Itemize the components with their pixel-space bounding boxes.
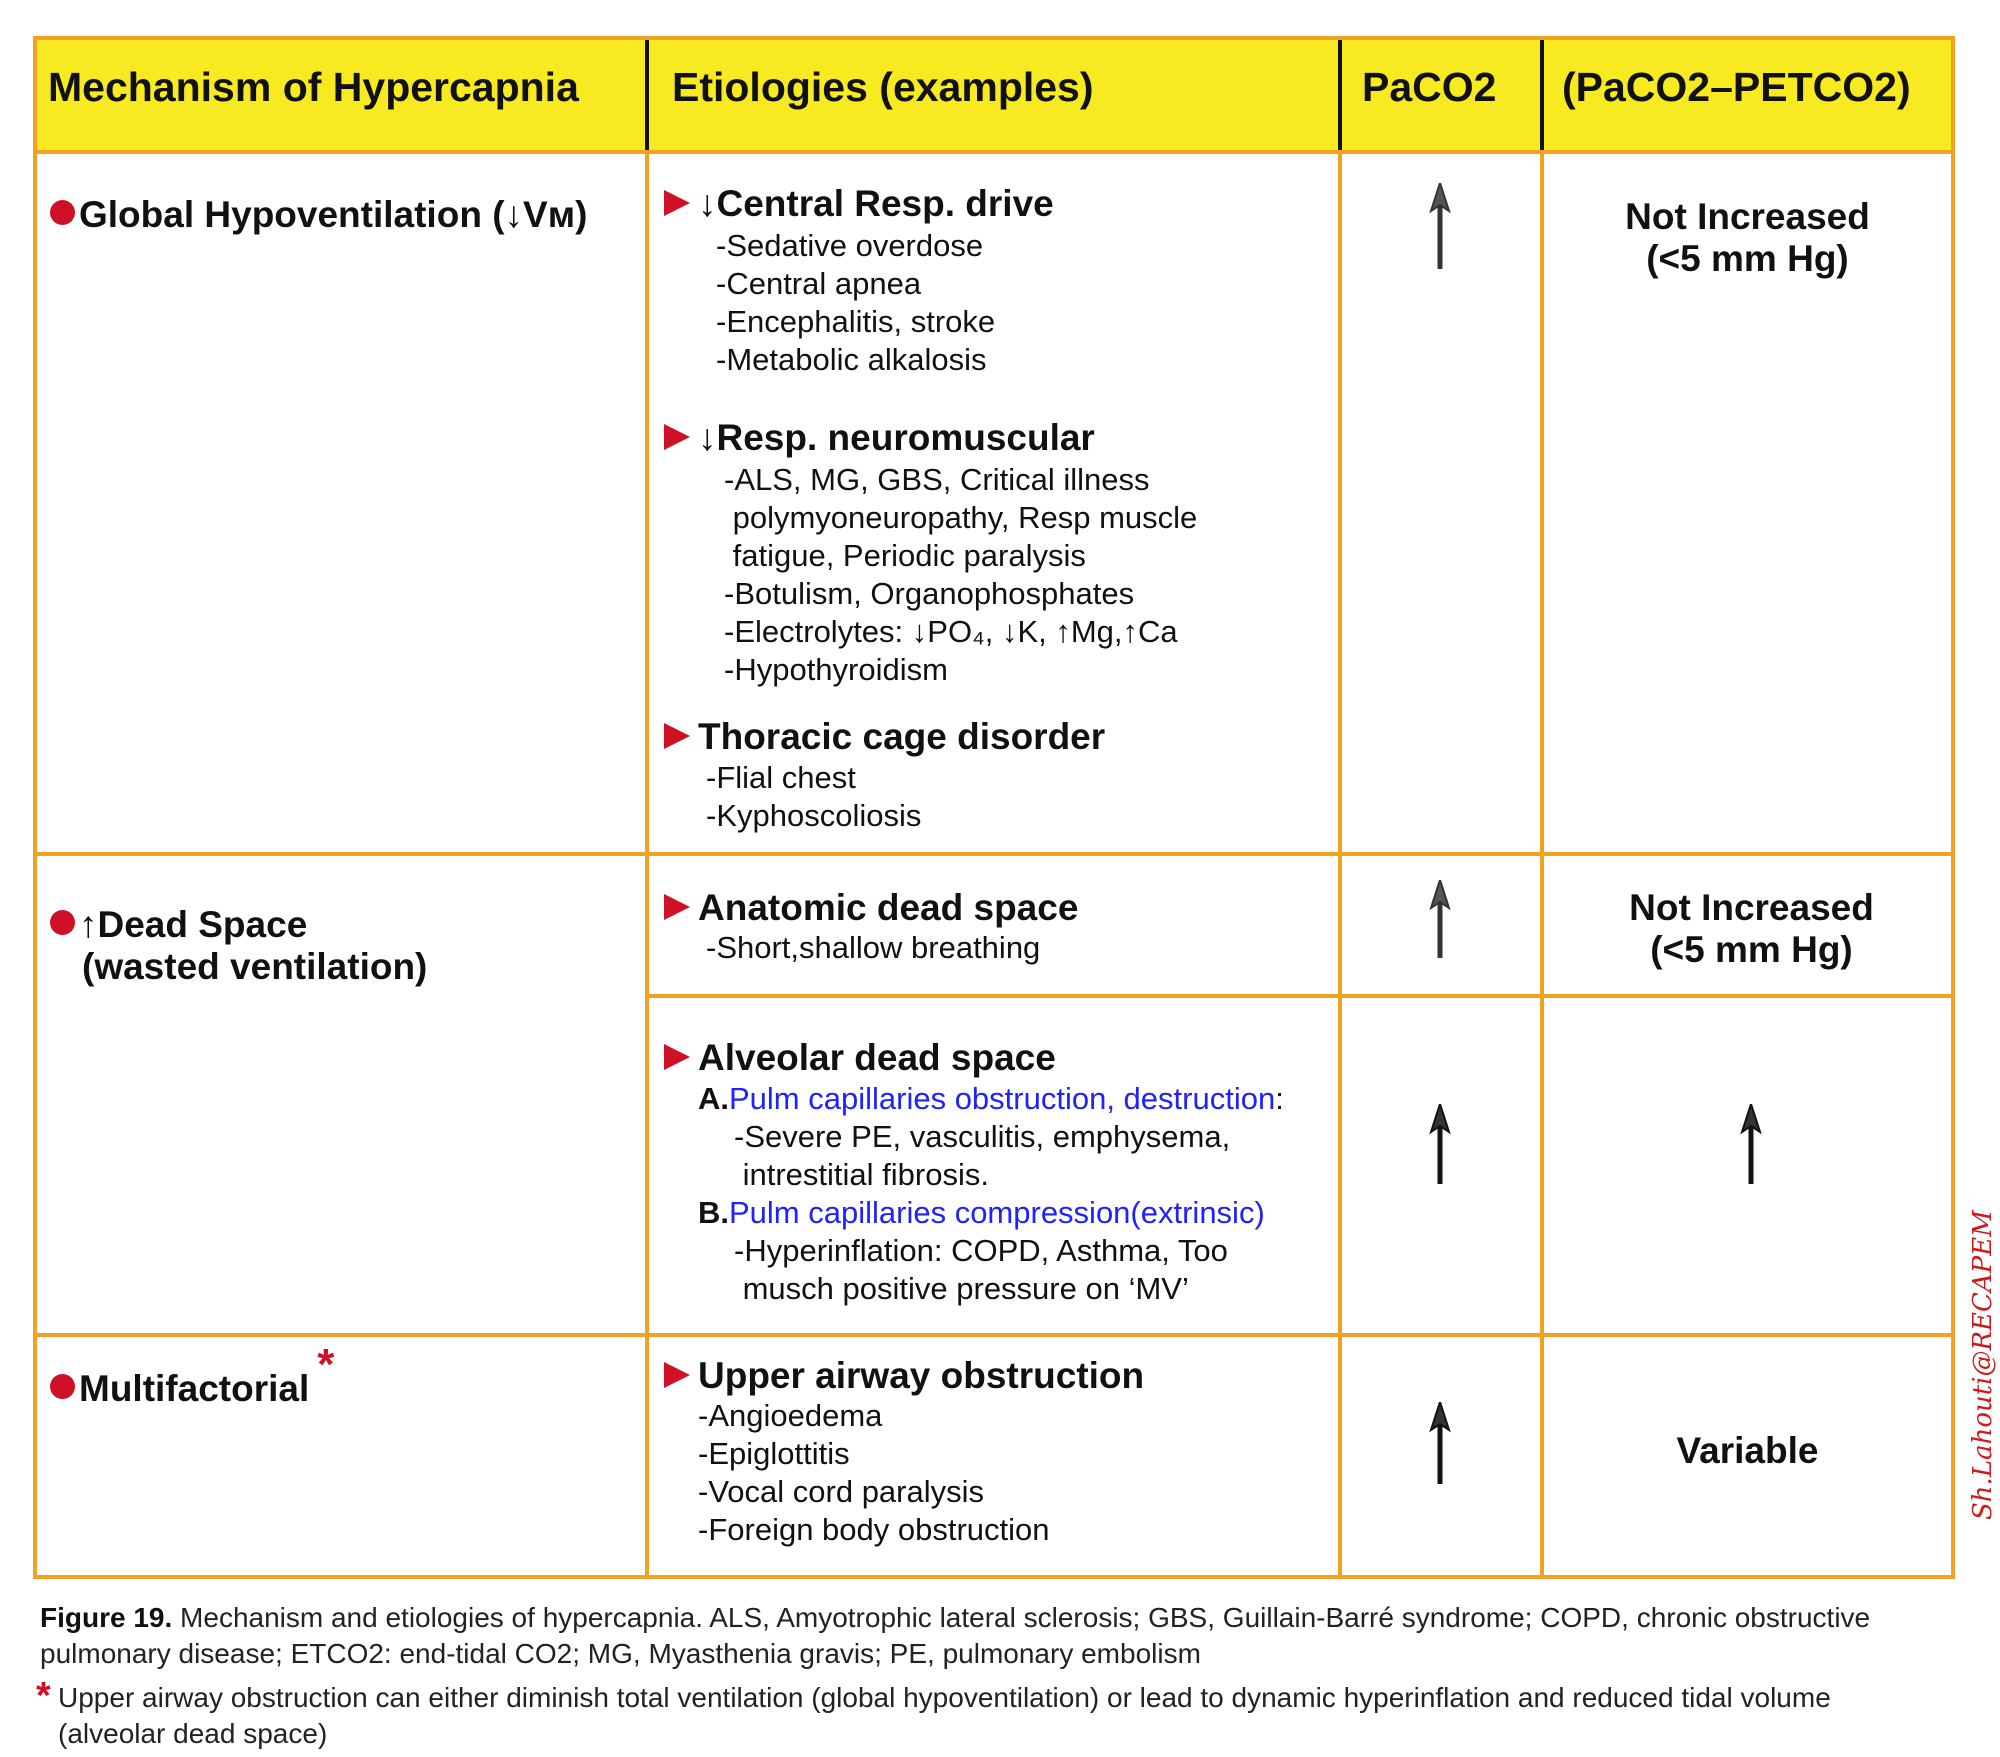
etiology-items: -ALS, MG, GBS, Critical illness polymyoneuropathy, Resp muscle fatigue, Periodic paralysis -Botulism, Organophosphates -Electrolytes: ↓PO₄, ↓K, ↑Mg,↑Ca -Hypothyroidism [724,462,1198,687]
etiology-group-title: ↓Resp. neuromuscular [664,416,1095,460]
etiology-group-title: Anatomic dead space [664,886,1078,930]
author-signature: Sh.Lahouti@RECAPEM [1968,1210,1998,1520]
row-divider [33,852,1955,856]
header-divider [1338,38,1342,151]
etiology-items: -Severe PE, vasculitis, emphysema, intrestitial fibrosis. [734,1119,1231,1192]
etiology-items: -Flial chest -Kyphoscoliosis [706,760,922,833]
etiology-items: -Hyperinflation: COPD, Asthma, Too musch positive pressure on ‘MV’ [734,1233,1228,1306]
table-border-left [33,38,37,1578]
column-divider [1540,151,1544,1578]
gradient-global: Not Increased (<5 mm Hg) [1625,196,1870,279]
gradient-multifactorial: Variable [1676,1430,1819,1471]
etiology-items: -Angioedema -Epiglottitis -Vocal cord paralysis -Foreign body obstruction [698,1398,1050,1547]
triangle-bullet-icon [664,424,690,450]
triangle-bullet-icon [664,1362,690,1388]
header-bottom-border [33,150,1955,154]
etiology-group-title: ↓Central Resp. drive [664,182,1054,226]
header-etiologies: Etiologies (examples) [672,64,1094,110]
alveolar-subitem-a: A.Pulm capillaries obstruction, destruction: [698,1081,1284,1116]
mechanism-global-hypoventilation: Global Hypoventilation (↓Vᴍ) [50,194,587,236]
header-mechanism: Mechanism of Hypercapnia [48,64,579,110]
header-divider [645,38,649,151]
mechanism-multifactorial: Multifactorial * [50,1366,326,1410]
up-arrow-icon [1428,1402,1452,1491]
up-arrow-icon [1428,880,1452,965]
triangle-bullet-icon [664,190,690,216]
triangle-bullet-icon [664,894,690,920]
bullet-icon [50,200,75,225]
row-divider [645,994,1955,998]
header-gradient: (PaCO2–PETCO2) [1562,64,1911,110]
footnote: * Upper airway obstruction can either diminish total ventilation (global hypoventilation) or lead to dynamic hyperinflation and reduced tidal volume (alveolar dead space) [36,1675,1831,1749]
table-border-bottom [33,1575,1955,1579]
triangle-bullet-icon [664,723,690,749]
up-arrow-icon [1739,1104,1763,1191]
table-border-right [1951,38,1955,1578]
gradient-anatomic: Not Increased (<5 mm Hg) [1629,887,1874,970]
row-divider [33,1333,1955,1337]
bullet-icon [50,910,75,935]
header-paco2: PaCO2 [1362,64,1497,110]
header-divider [1540,38,1544,151]
etiology-items: -Short,shallow breathing [706,930,1041,965]
figure-caption: Figure 19. Mechanism and etiologies of hypercapnia. ALS, Amyotrophic lateral sclerosis; GBS, Guillain-Barré syndrome; COPD, chronic obstructive pulmonary disease; ETCO2: end-tidal CO2; MG, Myasthenia gravis; PE, pulmonary embolism [40,1602,1871,1669]
triangle-bullet-icon [664,1044,690,1070]
up-arrow-icon [1428,183,1452,278]
etiology-group-title: Upper airway obstruction [664,1354,1144,1398]
bullet-icon [50,1374,75,1399]
etiology-group-title: Alveolar dead space [664,1036,1056,1080]
up-arrow-icon [1428,1104,1452,1191]
asterisk-icon: * [317,1340,335,1389]
table-border-top [33,36,1955,40]
asterisk-icon: * [36,1675,51,1717]
alveolar-subitem-b: B.Pulm capillaries compression(extrinsic) [698,1195,1265,1230]
mechanism-dead-space: ↑Dead Space (wasted ventilation) [50,904,427,988]
etiology-group-title: Thoracic cage disorder [664,715,1105,759]
etiology-items: -Sedative overdose -Central apnea -Encephalitis, stroke -Metabolic alkalosis [716,228,996,377]
column-divider [645,151,649,1578]
column-divider [1338,151,1342,1578]
